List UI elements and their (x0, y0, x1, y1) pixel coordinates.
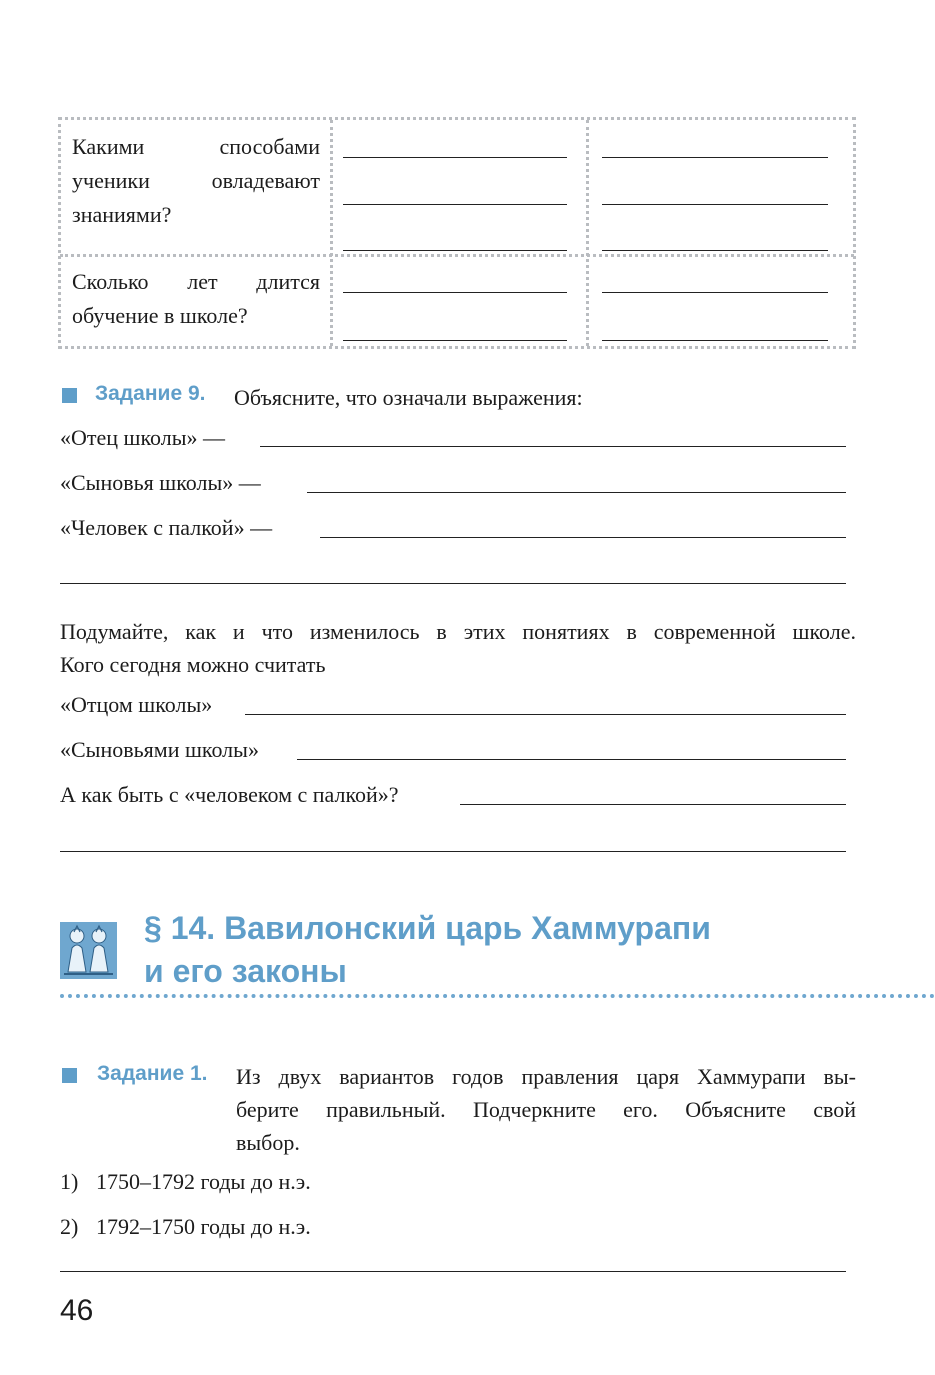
section-title-line1: § 14. Вавилонский царь Хаммурапи (144, 910, 711, 946)
task9-label: Задание 9. (95, 382, 206, 405)
answer-line[interactable] (602, 292, 828, 293)
table-row-divider (60, 254, 854, 257)
table-row1-question (72, 136, 320, 226)
task1-text-line3: выбор. (236, 1130, 300, 1155)
answer-line[interactable] (602, 340, 828, 341)
task9-prompt: Объясните, что означали выражения: (234, 385, 583, 410)
section-title-line2: и его законы (144, 953, 347, 989)
table-col-divider-2 (586, 120, 589, 346)
kings-illustration-icon (60, 922, 117, 979)
table-row2-question (72, 271, 320, 327)
answer-line[interactable] (460, 804, 846, 805)
answer-line[interactable] (602, 204, 828, 205)
option-number: 2) (60, 1214, 79, 1239)
answer-line[interactable] (343, 340, 567, 341)
answer-line[interactable] (307, 492, 846, 493)
answer-line[interactable] (343, 250, 567, 251)
answer-line[interactable] (343, 292, 567, 293)
task1-label: Задание 1. (97, 1062, 208, 1085)
question-line: обучение в школе? (72, 303, 248, 328)
option-1792-1750[interactable]: 1792–1750 годы до н.э. (96, 1214, 311, 1239)
phrase-sons-of-school: «Сыновья школы» — (60, 470, 261, 495)
task1-text-line2: берите правильный. Подчеркните его. Объясните свой (236, 1097, 856, 1122)
answer-line[interactable] (60, 583, 846, 584)
section-divider (60, 994, 935, 998)
page-number: 46 (60, 1294, 94, 1327)
answer-line[interactable] (260, 446, 846, 447)
answer-line[interactable] (297, 759, 846, 760)
question-line: Какими способами (72, 134, 320, 159)
question-line: ученики овладевают (72, 168, 320, 193)
phrase-father-of-school: «Отец школы» — (60, 425, 226, 450)
answer-line[interactable] (343, 157, 567, 158)
think-text-line1: Подумайте, как и что изменилось в этих понятиях в современной школе. (60, 619, 856, 644)
answer-line[interactable] (602, 157, 828, 158)
answer-line[interactable] (60, 851, 846, 852)
modern-sons-of-school: «Сыновьями школы» (60, 737, 259, 762)
answer-line[interactable] (343, 204, 567, 205)
answer-line[interactable] (320, 537, 846, 538)
option-1750-1792[interactable]: 1750–1792 годы до н.э. (96, 1169, 311, 1194)
task-marker-icon (62, 388, 77, 403)
question-line: знаниями? (72, 202, 172, 227)
answer-line[interactable] (245, 714, 846, 715)
table-col-divider-1 (330, 120, 333, 346)
task1-text-line1: Из двух вариантов годов правления царя Хаммурапи вы- (236, 1064, 856, 1089)
answer-line[interactable] (602, 250, 828, 251)
modern-man-with-stick: А как быть с «человеком с палкой»? (60, 782, 399, 807)
task-marker-icon (62, 1068, 77, 1083)
answer-line[interactable] (60, 1271, 846, 1272)
phrase-man-with-stick: «Человек с палкой» — (60, 515, 273, 540)
option-number: 1) (60, 1169, 79, 1194)
question-line: Сколько лет длится (72, 269, 320, 294)
think-text-line2: Кого сегодня можно считать (60, 652, 326, 677)
modern-father-of-school: «Отцом школы» (60, 692, 213, 717)
